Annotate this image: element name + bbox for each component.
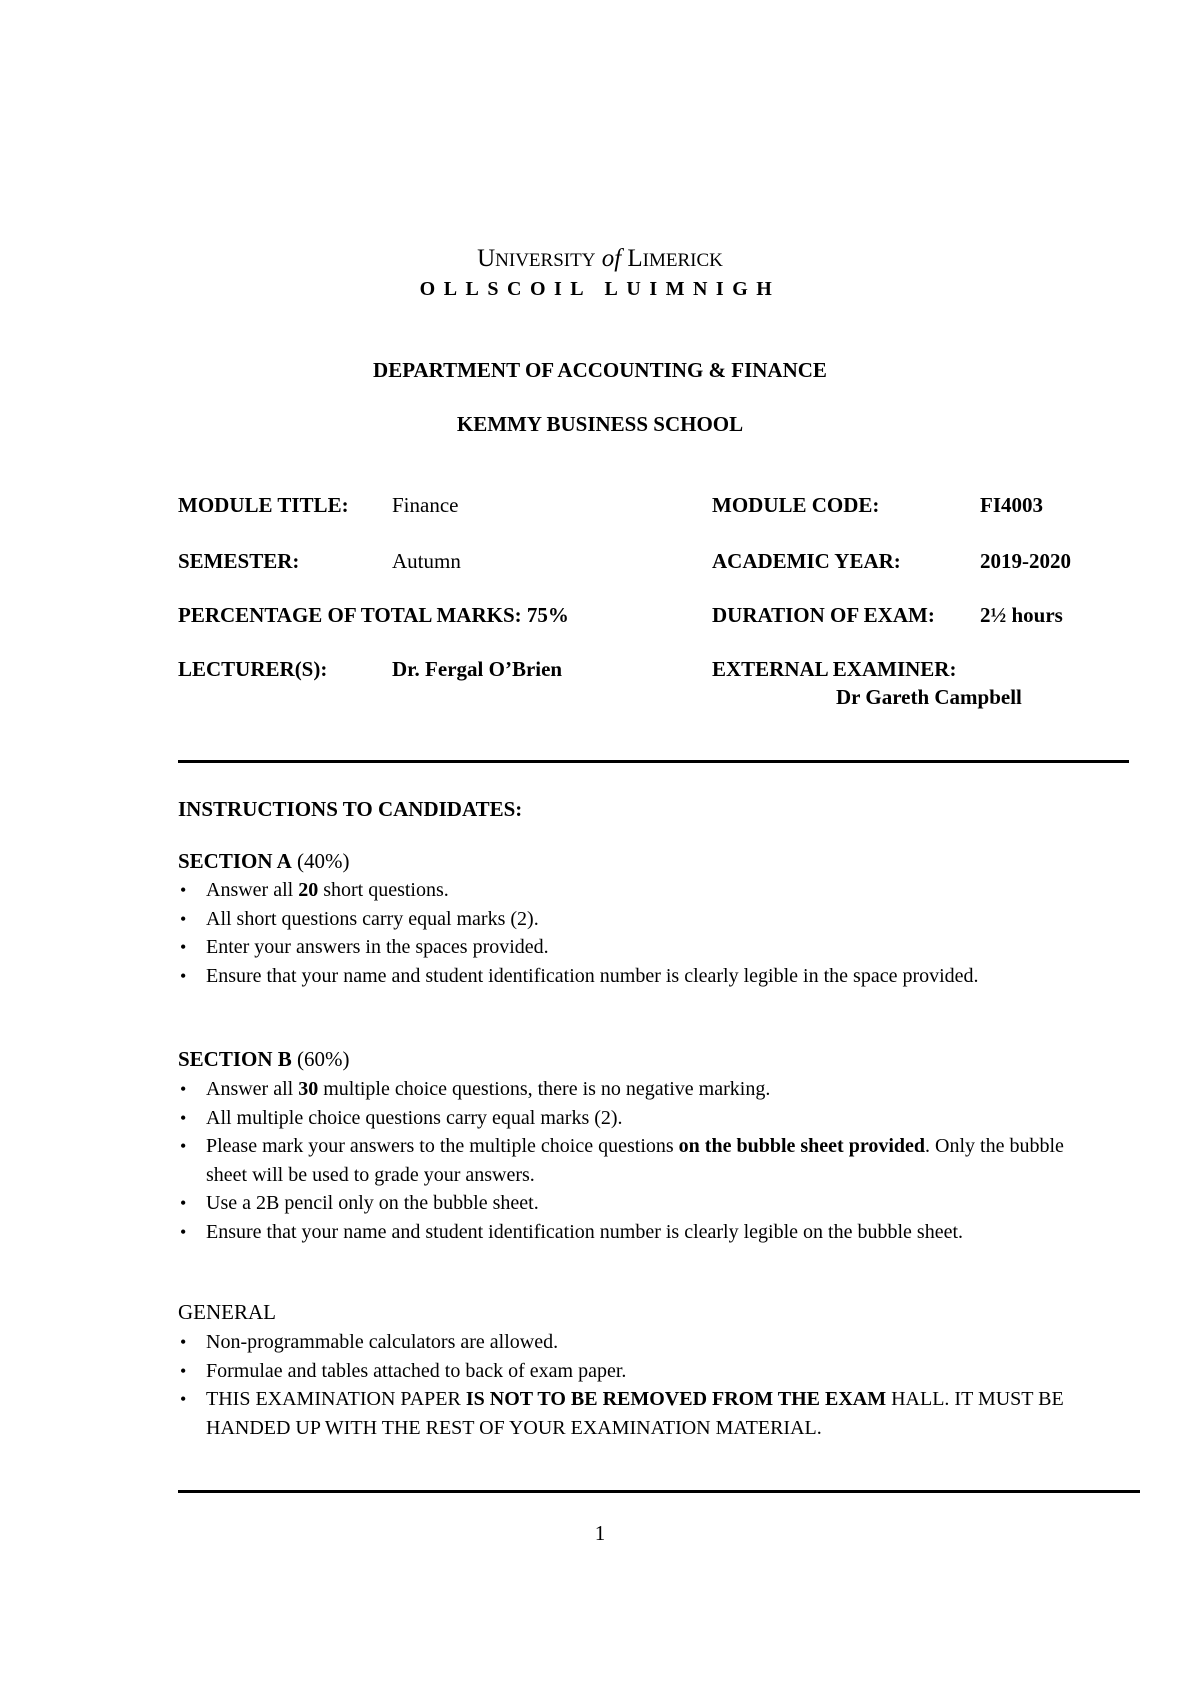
bullet-icon: • xyxy=(180,1107,187,1128)
list-item: • Ensure that your name and student identification number is clearly legible in the space provided. xyxy=(178,962,1026,991)
lecturer-label: LECTURER(S): xyxy=(178,657,328,681)
bottom-divider xyxy=(178,1490,1140,1493)
module-title-value: Finance xyxy=(392,493,459,517)
uni-word-rest: NIVERSITY xyxy=(495,250,596,271)
bullet-icon: • xyxy=(180,880,187,900)
list-item: • THIS EXAMINATION PAPER IS NOT TO BE REMOVED FROM THE EXAM HALL. IT MUST BE HANDED UP WITH THE REST OF YOUR EXAMINATION MATERIAL. xyxy=(178,1385,1066,1442)
bullet-icon: • xyxy=(180,908,187,929)
external-examiner-label: EXTERNAL EXAMINER: xyxy=(712,657,957,681)
list-item: • Formulae and tables attached to back of exam paper. xyxy=(178,1357,1078,1386)
uni-initial-l: L xyxy=(627,245,643,272)
section-a-name: SECTION A xyxy=(178,849,292,873)
semester-value: Autumn xyxy=(392,549,461,573)
list-item: • Non-programmable calculators are allowed. xyxy=(178,1328,1078,1357)
page-number: 1 xyxy=(594,1521,606,1545)
general-list xyxy=(178,1328,1078,1442)
department-name: DEPARTMENT OF ACCOUNTING & FINANCE xyxy=(373,358,827,382)
module-code-label: MODULE CODE: xyxy=(712,493,880,517)
section-b-list xyxy=(178,1075,1078,1247)
duration-value: 2½ hours xyxy=(980,603,1063,627)
university-name xyxy=(0,244,1200,276)
list-item: • Please mark your answers to the multiple choice questions on the bubble sheet provided. Only the bubble sheet will be used to grade your answers. xyxy=(178,1132,1086,1189)
list-item: • All multiple choice questions carry equal marks (2). xyxy=(178,1104,1078,1133)
external-examiner-value: Dr Gareth Campbell xyxy=(836,685,1022,709)
academic-year-label: ACADEMIC YEAR: xyxy=(712,549,901,573)
bullet-icon: • xyxy=(180,1193,187,1214)
irish-university-name: OLLSCOIL LUIMNIGH xyxy=(419,278,781,300)
bullet-icon: • xyxy=(180,1136,187,1157)
list-item: • Enter your answers in the spaces provided. xyxy=(178,933,1078,962)
uni-limerick-rest: IMERICK xyxy=(642,250,723,271)
general-title: GENERAL xyxy=(178,1300,276,1324)
section-a-list xyxy=(178,876,1078,990)
section-b-title xyxy=(178,1046,350,1072)
percentage-of-total-marks: PERCENTAGE OF TOTAL MARKS: 75% xyxy=(178,603,569,627)
bullet-icon: • xyxy=(180,1389,187,1410)
instructions-heading: INSTRUCTIONS TO CANDIDATES: xyxy=(178,797,523,821)
bullet-icon: • xyxy=(180,1360,187,1381)
section-b-percentage: (60%) xyxy=(297,1047,350,1071)
module-title-label: MODULE TITLE: xyxy=(178,493,349,517)
list-item: • Answer all 20 short questions. xyxy=(178,876,1078,905)
section-b-name: SECTION B xyxy=(178,1047,292,1071)
school-name: KEMMY BUSINESS SCHOOL xyxy=(456,412,744,436)
uni-of: of xyxy=(601,245,622,272)
section-a-percentage: (40%) xyxy=(297,849,350,873)
lecturer-value: Dr. Fergal O’Brien xyxy=(392,657,563,681)
bullet-icon: • xyxy=(180,1221,187,1242)
section-a-title xyxy=(178,848,350,874)
list-item: • Ensure that your name and student identification number is clearly legible on the bubble sheet. xyxy=(178,1218,1066,1247)
duration-label: DURATION OF EXAM: xyxy=(712,603,935,627)
top-divider xyxy=(178,760,1129,763)
list-item: • Answer all 30 multiple choice questions, there is no negative marking. xyxy=(178,1075,1078,1104)
academic-year-value: 2019-2020 xyxy=(980,549,1071,573)
uni-initial-u: U xyxy=(477,245,496,272)
bullet-icon: • xyxy=(180,937,187,958)
list-item: • All short questions carry equal marks (2). xyxy=(178,905,1078,934)
bullet-icon: • xyxy=(180,1079,187,1099)
semester-label: SEMESTER: xyxy=(178,549,300,573)
list-item: • Use a 2B pencil only on the bubble sheet. xyxy=(178,1189,1078,1218)
module-code-value: FI4003 xyxy=(980,493,1043,517)
bullet-icon: • xyxy=(180,965,187,986)
bullet-icon: • xyxy=(180,1332,187,1352)
